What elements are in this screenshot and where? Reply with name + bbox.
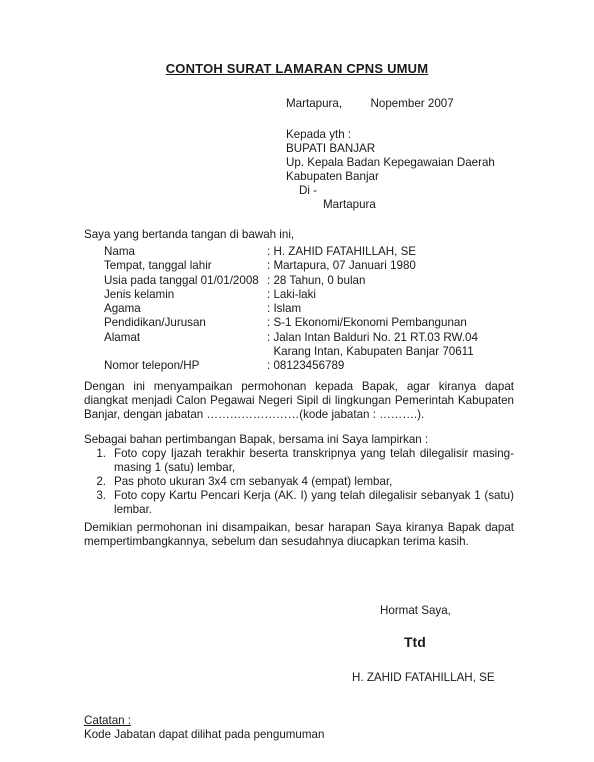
closing-paragraph: Demikian permohonan ini disampaikan, besar harapan Saya kiranya Bapak dapat mempertimbangkannya, sebelum dan sesudahnya diucapkan terima kasih. — [84, 521, 514, 548]
detail-row — [104, 359, 478, 373]
detail-value: : 28 Tahun, 0 bulan — [267, 273, 366, 287]
opening-line: Saya yang bertanda tangan di bawah ini, — [84, 228, 295, 241]
detail-label: Tempat, tanggal lahir — [104, 259, 212, 273]
recipient-line: Kabupaten Banjar — [286, 170, 379, 183]
recipient-line: Kepada yth : — [286, 128, 352, 141]
detail-label: Alamat — [104, 330, 141, 344]
note-text: Kode Jabatan dapat dilihat pada pengumuman — [84, 728, 325, 741]
letter-title: CONTOH SURAT LAMARAN CPNS UMUM — [165, 61, 429, 76]
applicant-details — [104, 245, 478, 374]
list-text: Foto copy Kartu Pencari Kerja (AK. I) yang telah dilegalisir sebanyak 1 (satu) lembar. — [114, 489, 514, 516]
detail-row — [104, 288, 478, 302]
recipient-block — [286, 128, 495, 212]
detail-value: : H. ZAHID FATAHILLAH, SE — [267, 245, 417, 258]
detail-row — [104, 302, 478, 316]
recipient-line: Martapura — [323, 198, 376, 211]
list-item — [84, 447, 514, 475]
detail-value: Karang Intan, Kabupaten Banjar 70611 — [267, 345, 474, 359]
detail-value: : Jalan Intan Balduri No. 21 RT.03 RW.04 — [267, 330, 478, 344]
place: Martapura, — [286, 97, 343, 110]
list-item — [84, 475, 514, 489]
detail-row — [104, 259, 478, 273]
list-text: Pas photo ukuran 3x4 cm sebanyak 4 (empat) lembar, — [114, 475, 393, 488]
detail-label: Agama — [104, 302, 141, 316]
signature-greeting: Hormat Saya, — [380, 604, 451, 617]
detail-row — [104, 331, 478, 345]
recipient-line: Di - — [299, 184, 318, 197]
detail-value: : Laki-laki — [267, 287, 316, 301]
detail-label: Pendidikan/Jurusan — [104, 316, 206, 330]
recipient-line: BUPATI BANJAR — [286, 142, 376, 155]
detail-value: : S-1 Ekonomi/Ekonomi Pembangunan — [267, 316, 467, 330]
list-text: Foto copy Ijazah terakhir beserta transkripnya yang telah dilegalisir masing-masing 1 (satu) lembar, — [114, 447, 514, 474]
detail-label: Nomor telepon/HP — [104, 359, 200, 373]
detail-value: : 08123456789 — [267, 359, 345, 373]
attachments-intro: Sebagai bahan pertimbangan Bapak, bersama ini Saya lampirkan : — [84, 433, 429, 446]
attachments-list — [84, 447, 514, 517]
list-number: 3. — [96, 489, 106, 502]
detail-label — [104, 345, 267, 359]
detail-value: : Martapura, 07 Januari 1980 — [267, 259, 416, 273]
recipient-line: Up. Kepala Badan Kepegawaian Daerah — [286, 156, 495, 169]
list-number: 2. — [96, 475, 106, 488]
detail-row — [104, 274, 478, 288]
detail-row — [104, 316, 478, 330]
signature-mark: Ttd — [404, 634, 426, 650]
date: Nopember 2007 — [370, 97, 454, 110]
list-item — [84, 489, 514, 517]
detail-label: Nama — [104, 245, 135, 258]
note-heading: Catatan : — [84, 714, 132, 727]
detail-label: Jenis kelamin — [104, 287, 175, 301]
signature-name: H. ZAHID FATAHILLAH, SE — [352, 671, 495, 684]
detail-label: Usia pada tanggal 01/01/2008 — [104, 273, 259, 287]
place-date — [286, 97, 454, 111]
detail-value: : Islam — [267, 302, 302, 316]
list-number: 1. — [96, 447, 106, 460]
detail-row — [104, 345, 478, 359]
detail-row — [104, 245, 478, 259]
request-paragraph: Dengan ini menyampaikan permohonan kepada Bapak, agar kiranya dapat diangkat menjadi Calon Pegawai Negeri Sipil di lingkungan Pemerintah Kabupaten Banjar, dengan jabatan ……………………(kode jabatan : ……….). — [84, 380, 514, 421]
